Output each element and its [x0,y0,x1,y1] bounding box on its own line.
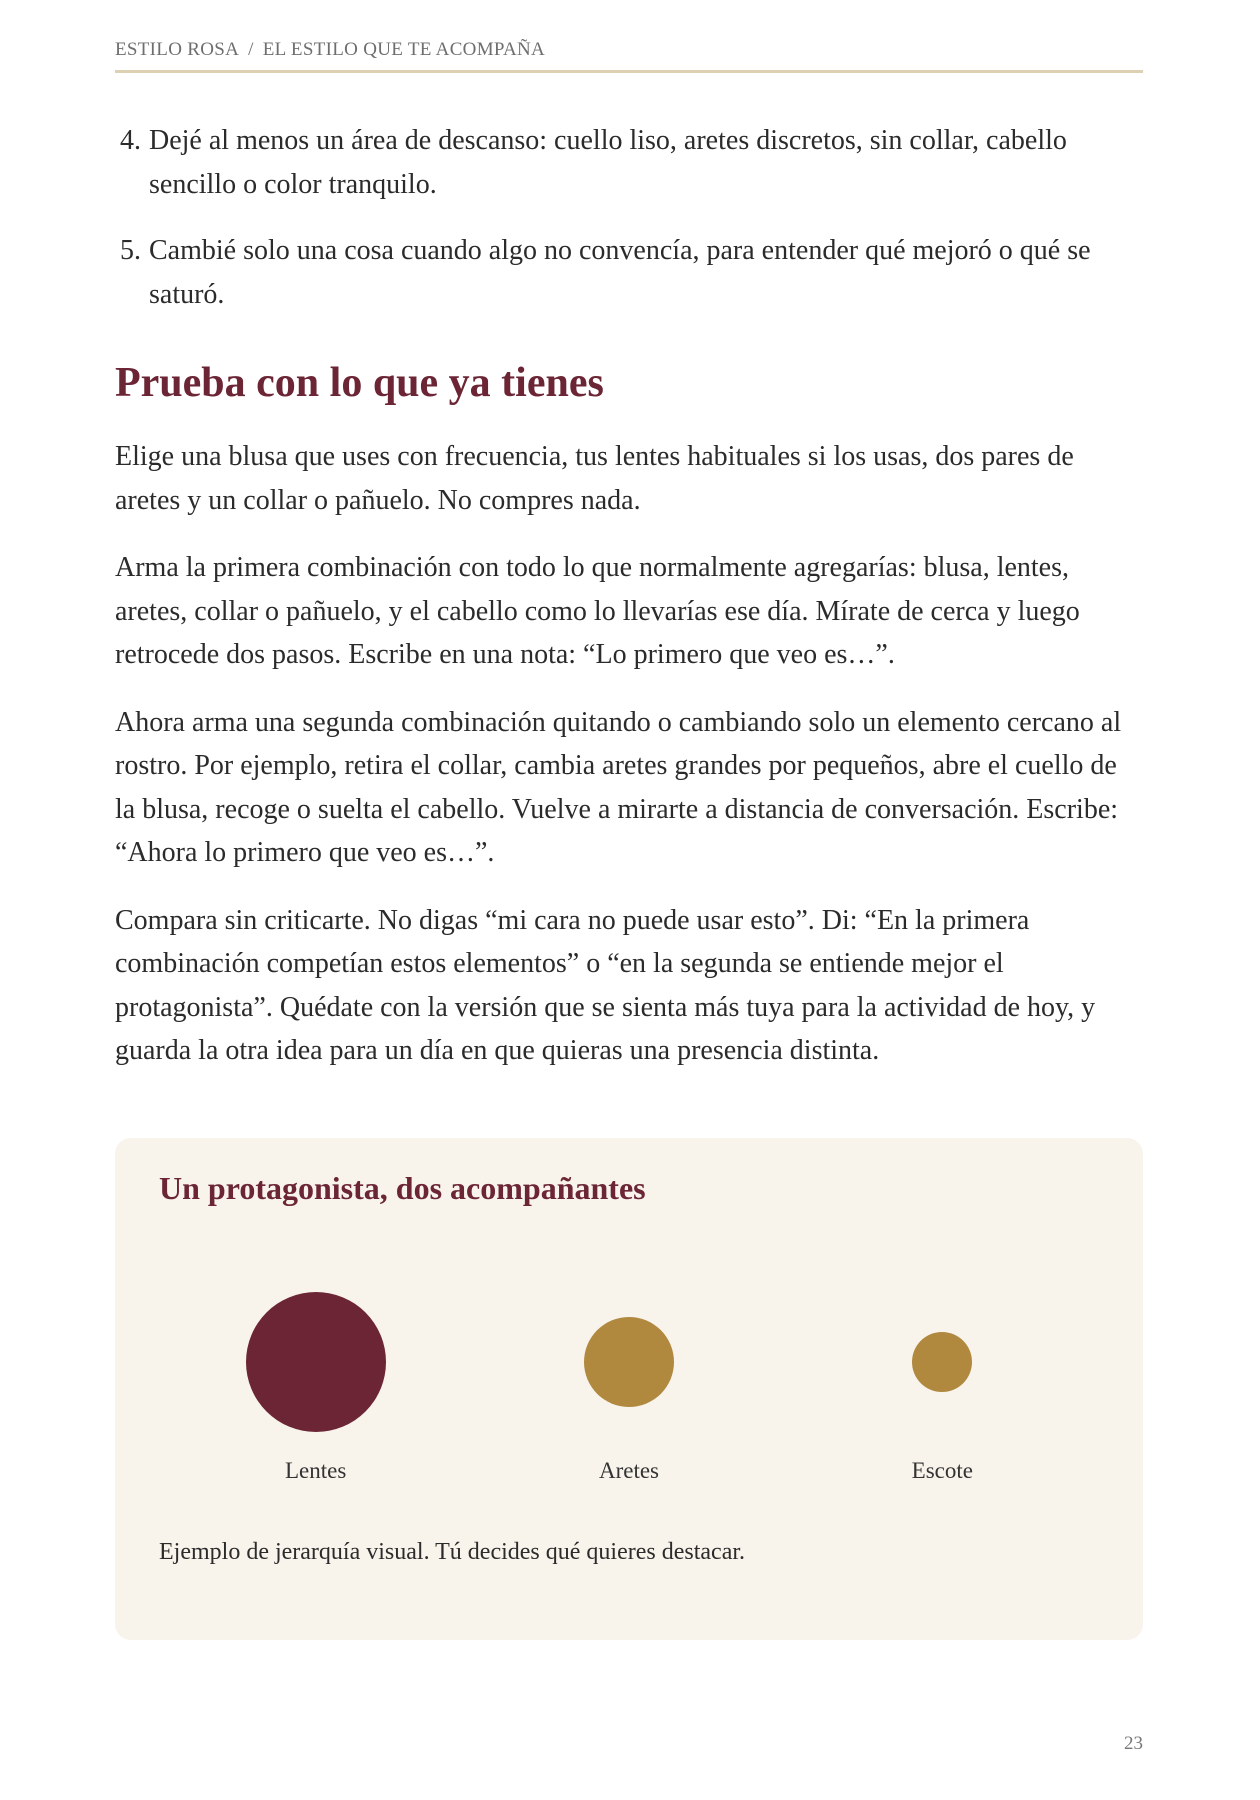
section-heading: Prueba con lo que ya tienes [115,360,604,406]
circle-label: Aretes [598,1457,659,1483]
paragraph: Ahora arma una segunda combinación quitando o cambiando solo un elemento cercano al rostro. Por ejemplo, retira el collar, cambia aretes grandes por pequeños, abre el cuello de la blusa, recoge o suelta el cabello. Vuelve a mirarte a distancia de conversación. Escribe: “Ahora lo primero que veo es…”. [115,706,1122,868]
list-item-number: 5. [120,235,141,266]
page-content [115,119,1143,1640]
header-section: EL ESTILO QUE TE ACOMPAÑA [262,39,546,60]
protagonist-circle [246,1292,386,1432]
companion-circle [912,1332,972,1392]
hierarchy-illustration [159,1292,1099,1486]
hierarchy-callout-box [115,1138,1143,1640]
hierarchy-item-escote [786,1292,1099,1486]
circle-area [912,1292,972,1432]
list-item-text: Cambié solo una cosa cuando algo no convencía, para entender qué mejoró o qué se saturó. [149,235,1091,310]
page-number: 23 [1124,1733,1143,1754]
list-item [115,229,1143,316]
numbered-list [115,119,1143,316]
companion-circle [584,1317,674,1407]
header-brand: ESTILO ROSA [115,39,240,60]
circle-label: Escote [911,1457,973,1483]
circle-label: Lentes [285,1457,347,1483]
list-item [115,119,1143,206]
list-item-number: 4. [120,125,141,156]
hierarchy-item-lentes [159,1292,472,1486]
paragraph: Elige una blusa que uses con frecuencia, tus lentes habituales si los usas, dos pares de aretes y un collar o pañuelo. No compres nada. [115,441,1074,516]
circle-area [246,1292,386,1432]
hierarchy-item-aretes [472,1292,785,1486]
paragraph: Compara sin criticarte. No digas “mi cara no puede usar esto”. Di: “En la primera combinación competían estos elementos” o “en la segunda se entiende mejor el protagonista”. Quédate con la versión que se sienta más tuya para la actividad de hoy, y guarda la otra idea para un día en que quieras una presencia distinta. [115,904,1096,1066]
circle-area [584,1292,674,1432]
header-separator: / [248,39,254,60]
header-rule [115,70,1143,73]
list-item-text: Dejé al menos un área de descanso: cuello liso, aretes discretos, sin collar, cabello sencillo o color tranquilo. [149,125,1067,200]
paragraph: Arma la primera combinación con todo lo que normalmente agregarías: blusa, lentes, aretes, collar o pañuelo, y el cabello como lo llevarías ese día. Mírate de cerca y luego retrocede dos pasos. Escribe en una nota: “Lo primero que veo es…”. [115,552,1080,670]
running-header [115,38,1143,62]
callout-caption: Ejemplo de jerarquía visual. Tú decides qué quieres destacar. [159,1538,746,1565]
callout-title: Un protagonista, dos acompañantes [159,1169,646,1206]
